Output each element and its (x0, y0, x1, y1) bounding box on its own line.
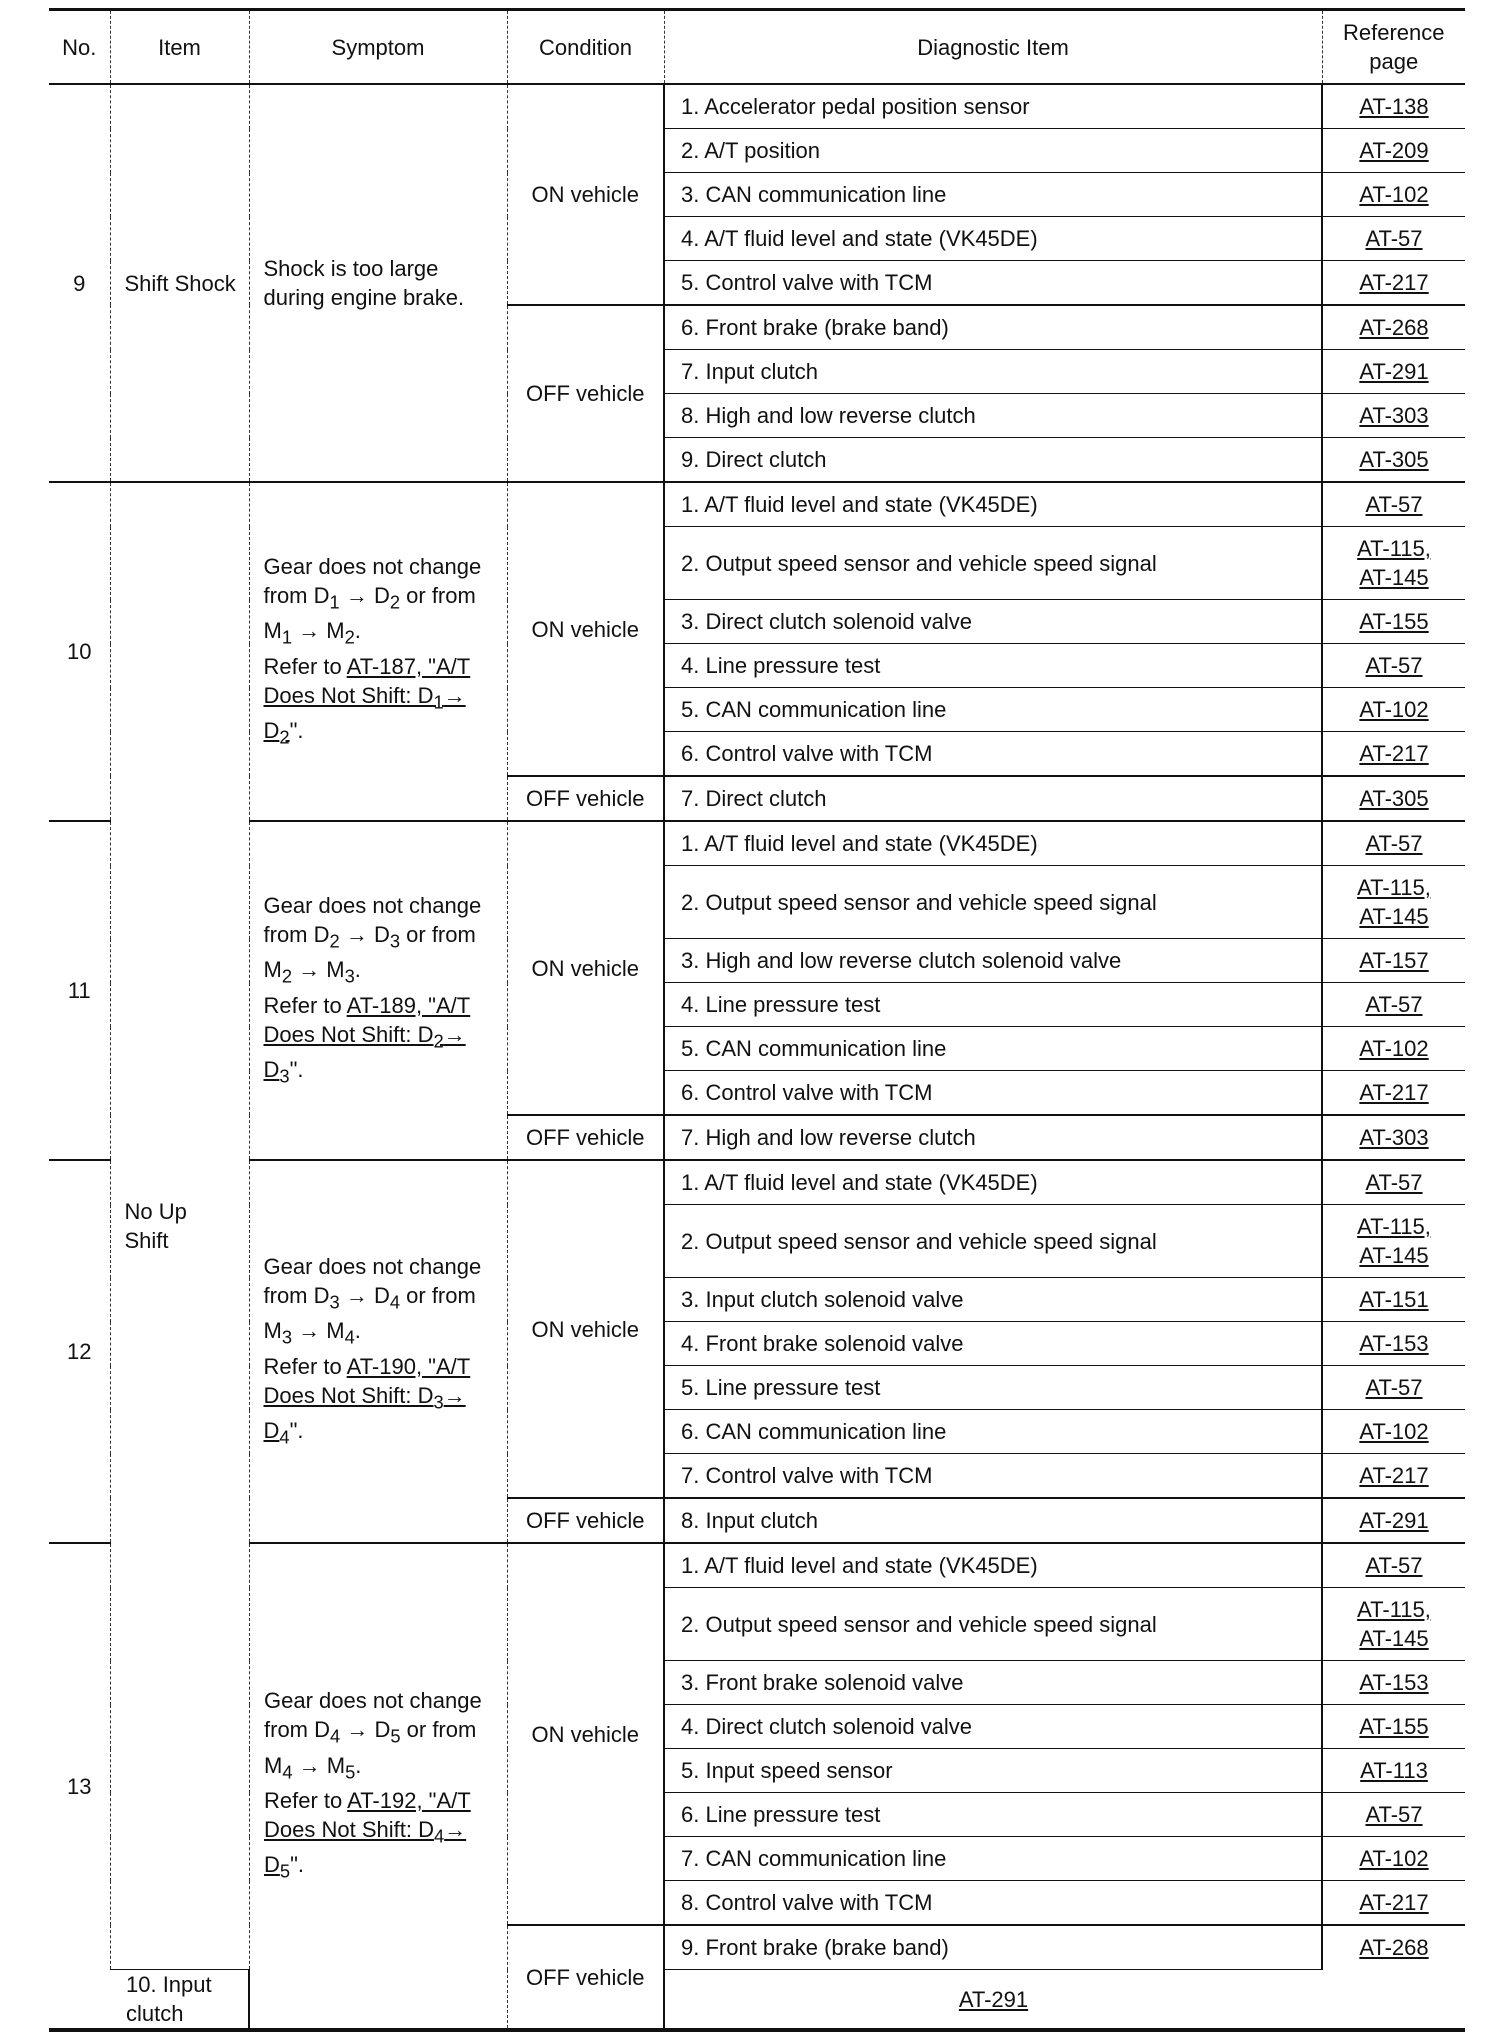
table-row (49, 1543, 1465, 1588)
diagnostic-item: 4. Direct clutch solenoid valve (664, 1705, 1322, 1749)
row-number-10: 10 (49, 482, 110, 821)
reference-link[interactable]: AT-303 (1322, 394, 1465, 438)
diagnostic-item: 7. CAN communication line (664, 1837, 1322, 1881)
reference-link[interactable]: AT-57 (1322, 1543, 1465, 1588)
condition-off-vehicle: OFF vehicle (507, 1498, 664, 1543)
reference-link[interactable]: AT-155 (1322, 1705, 1465, 1749)
diagnostic-item: 7. Input clutch (664, 350, 1322, 394)
symptom-link[interactable]: AT-187, "A/T Does Not Shift: $D_1\to D_2$ (263, 653, 471, 748)
diagnostic-item: 6. Control valve with TCM (664, 1071, 1322, 1116)
reference-link[interactable]: AT-57 (1322, 983, 1465, 1027)
diagnostic-item: 9. Direct clutch (664, 438, 1322, 483)
diagnostic-item: 2. Output speed sensor and vehicle speed signal (664, 866, 1322, 939)
reference-link[interactable]: AT-291 (664, 1970, 1322, 2031)
header-diagnostic-item: Diagnostic Item (664, 10, 1322, 85)
reference-link[interactable]: AT-113 (1322, 1749, 1465, 1793)
diagnostic-item: 7. Control valve with TCM (664, 1454, 1322, 1499)
reference-link[interactable]: AT-115, AT-145 (1322, 1588, 1465, 1661)
condition-off-vehicle: OFF vehicle (507, 1115, 664, 1160)
reference-link[interactable]: AT-57 (1322, 1366, 1465, 1410)
reference-link[interactable]: AT-291 (1322, 1498, 1465, 1543)
reference-link[interactable]: AT-153 (1322, 1661, 1465, 1705)
diagnostic-item: 10. Input clutch (110, 1970, 249, 2031)
diagnostic-item: 7. Direct clutch (664, 776, 1322, 821)
diagnostic-item: 5. Input speed sensor (664, 1749, 1322, 1793)
symptom-10: Gear does not change from $D_1 \to D_2$ or from $M_1 \to M_2$. Refer to AT-187, "A/T Does Not Shift: $D_1\to D_2$". (249, 482, 507, 821)
condition-on-vehicle: ON vehicle (507, 84, 664, 305)
diagnostic-item: 1. A/T fluid level and state (VK45DE) (664, 821, 1322, 866)
condition-off-vehicle: OFF vehicle (507, 305, 664, 482)
reference-link[interactable]: AT-153 (1322, 1322, 1465, 1366)
diagnostic-item: 5. Control valve with TCM (664, 261, 1322, 306)
symptom-12: Gear does not change from $D_3 \to D_4$ or from $M_3 \to M_4$. Refer to AT-190, "A/T Does Not Shift: $D_3\to D_4$". (249, 1160, 507, 1543)
table-row (49, 1160, 1465, 1205)
reference-link[interactable]: AT-102 (1322, 1837, 1465, 1881)
diagnostic-item: 7. High and low reverse clutch (664, 1115, 1322, 1160)
reference-link[interactable]: AT-305 (1322, 776, 1465, 821)
header-condition: Condition (507, 10, 664, 85)
diagnostic-item: 2. A/T position (664, 129, 1322, 173)
diagnostic-item: 1. A/T fluid level and state (VK45DE) (664, 1160, 1322, 1205)
reference-link[interactable]: AT-115, AT-145 (1322, 1205, 1465, 1278)
symptom-link[interactable]: AT-189, "A/T Does Not Shift: $D_2\to D_3$ (263, 992, 471, 1087)
reference-link[interactable]: AT-217 (1322, 1071, 1465, 1116)
diagnostic-item: 6. CAN communication line (664, 1410, 1322, 1454)
item-no-up-shift: No Up Shift (110, 482, 249, 1970)
diagnostic-item: 6. Line pressure test (664, 1793, 1322, 1837)
diagnostic-item: 8. Input clutch (664, 1498, 1322, 1543)
reference-link[interactable]: AT-268 (1322, 1925, 1465, 1970)
reference-link[interactable]: AT-102 (1322, 173, 1465, 217)
symptom-13: Gear does not change from $D_4 \to D_5$ or from $M_4 \to M_5$. Refer to AT-192, "A/T Does Not Shift: $D_4\to D_5$". (249, 1543, 507, 2030)
reference-link[interactable]: AT-305 (1322, 438, 1465, 483)
diagnostic-item: 8. Control valve with TCM (664, 1881, 1322, 1926)
reference-link[interactable]: AT-57 (1322, 1793, 1465, 1837)
diagnostic-item: 2. Output speed sensor and vehicle speed signal (664, 1205, 1322, 1278)
item-shift-shock: Shift Shock (110, 84, 249, 482)
condition-off-vehicle: OFF vehicle (507, 776, 664, 821)
reference-link[interactable]: AT-115, AT-145 (1322, 527, 1465, 600)
diagnostic-item: 1. Accelerator pedal position sensor (664, 84, 1322, 129)
row-number-9: 9 (49, 84, 110, 482)
reference-link[interactable]: AT-57 (1322, 217, 1465, 261)
reference-link[interactable]: AT-138 (1322, 84, 1465, 129)
header-row (49, 10, 1465, 85)
diagnostic-item: 1. A/T fluid level and state (VK45DE) (664, 482, 1322, 527)
reference-link[interactable]: AT-57 (1322, 821, 1465, 866)
symptom-11: Gear does not change from $D_2 \to D_3$ or from $M_2 \to M_3$. Refer to AT-189, "A/T Does Not Shift: $D_2\to D_3$". (249, 821, 507, 1160)
diagnostic-item: 4. A/T fluid level and state (VK45DE) (664, 217, 1322, 261)
row-number-13: 13 (49, 1543, 110, 2030)
header-item: Item (110, 10, 249, 85)
diagnostic-item: 6. Front brake (brake band) (664, 305, 1322, 350)
reference-link[interactable]: AT-157 (1322, 939, 1465, 983)
condition-on-vehicle: ON vehicle (507, 821, 664, 1115)
reference-link[interactable]: AT-268 (1322, 305, 1465, 350)
diagnostic-item: 1. A/T fluid level and state (VK45DE) (664, 1543, 1322, 1588)
reference-link[interactable]: AT-217 (1322, 1881, 1465, 1926)
diagnostic-item: 8. High and low reverse clutch (664, 394, 1322, 438)
diagnostic-item: 5. CAN communication line (664, 688, 1322, 732)
diagnostic-item: 4. Front brake solenoid valve (664, 1322, 1322, 1366)
diagnostic-item: 3. Input clutch solenoid valve (664, 1278, 1322, 1322)
reference-link[interactable]: AT-102 (1322, 1027, 1465, 1071)
row-number-12: 12 (49, 1160, 110, 1543)
reference-link[interactable]: AT-151 (1322, 1278, 1465, 1322)
header-symptom: Symptom (249, 10, 507, 85)
diagnostic-item: 3. High and low reverse clutch solenoid valve (664, 939, 1322, 983)
reference-link[interactable]: AT-155 (1322, 600, 1465, 644)
table-row (49, 821, 1465, 866)
reference-link[interactable]: AT-115, AT-145 (1322, 866, 1465, 939)
reference-link[interactable]: AT-209 (1322, 129, 1465, 173)
condition-off-vehicle: OFF vehicle (507, 1925, 664, 2030)
table-row (49, 84, 1465, 129)
table-row (49, 482, 1465, 527)
diagnostic-item: 2. Output speed sensor and vehicle speed signal (664, 527, 1322, 600)
diagnostic-item: 2. Output speed sensor and vehicle speed signal (664, 1588, 1322, 1661)
symptom-link[interactable]: AT-192, "A/T Does Not Shift: $D_4\to D_5$ (264, 1788, 471, 1882)
diagnostic-item: 4. Line pressure test (664, 644, 1322, 688)
reference-link[interactable]: AT-57 (1322, 644, 1465, 688)
diagnostic-table (49, 8, 1465, 2032)
row-number-11: 11 (49, 821, 110, 1160)
symptom-9: Shock is too large during engine brake. (249, 84, 507, 482)
condition-on-vehicle: ON vehicle (507, 1543, 664, 1925)
diagnostic-item: 3. CAN communication line (664, 173, 1322, 217)
reference-link[interactable]: AT-102 (1322, 1410, 1465, 1454)
diagnostic-item: 4. Line pressure test (664, 983, 1322, 1027)
diagnostic-item: 9. Front brake (brake band) (664, 1925, 1322, 1970)
condition-on-vehicle: ON vehicle (507, 1160, 664, 1498)
reference-link[interactable]: AT-57 (1322, 482, 1465, 527)
condition-on-vehicle: ON vehicle (507, 482, 664, 776)
diagnostic-item: 3. Direct clutch solenoid valve (664, 600, 1322, 644)
reference-link[interactable]: AT-57 (1322, 1160, 1465, 1205)
reference-link[interactable]: AT-217 (1322, 261, 1465, 306)
reference-link[interactable]: AT-102 (1322, 688, 1465, 732)
reference-link[interactable]: AT-291 (1322, 350, 1465, 394)
reference-link[interactable]: AT-217 (1322, 732, 1465, 777)
diagnostic-item: 5. CAN communication line (664, 1027, 1322, 1071)
diagnostic-item: 3. Front brake solenoid valve (664, 1661, 1322, 1705)
diagnostic-item: 6. Control valve with TCM (664, 732, 1322, 777)
reference-link[interactable]: AT-303 (1322, 1115, 1465, 1160)
diagnostic-item: 5. Line pressure test (664, 1366, 1322, 1410)
header-reference-page: Reference page (1322, 10, 1465, 85)
symptom-link[interactable]: AT-190, "A/T Does Not Shift: $D_3\to D_4$ (263, 1353, 471, 1448)
header-no: No. (49, 10, 110, 85)
reference-link[interactable]: AT-217 (1322, 1454, 1465, 1499)
